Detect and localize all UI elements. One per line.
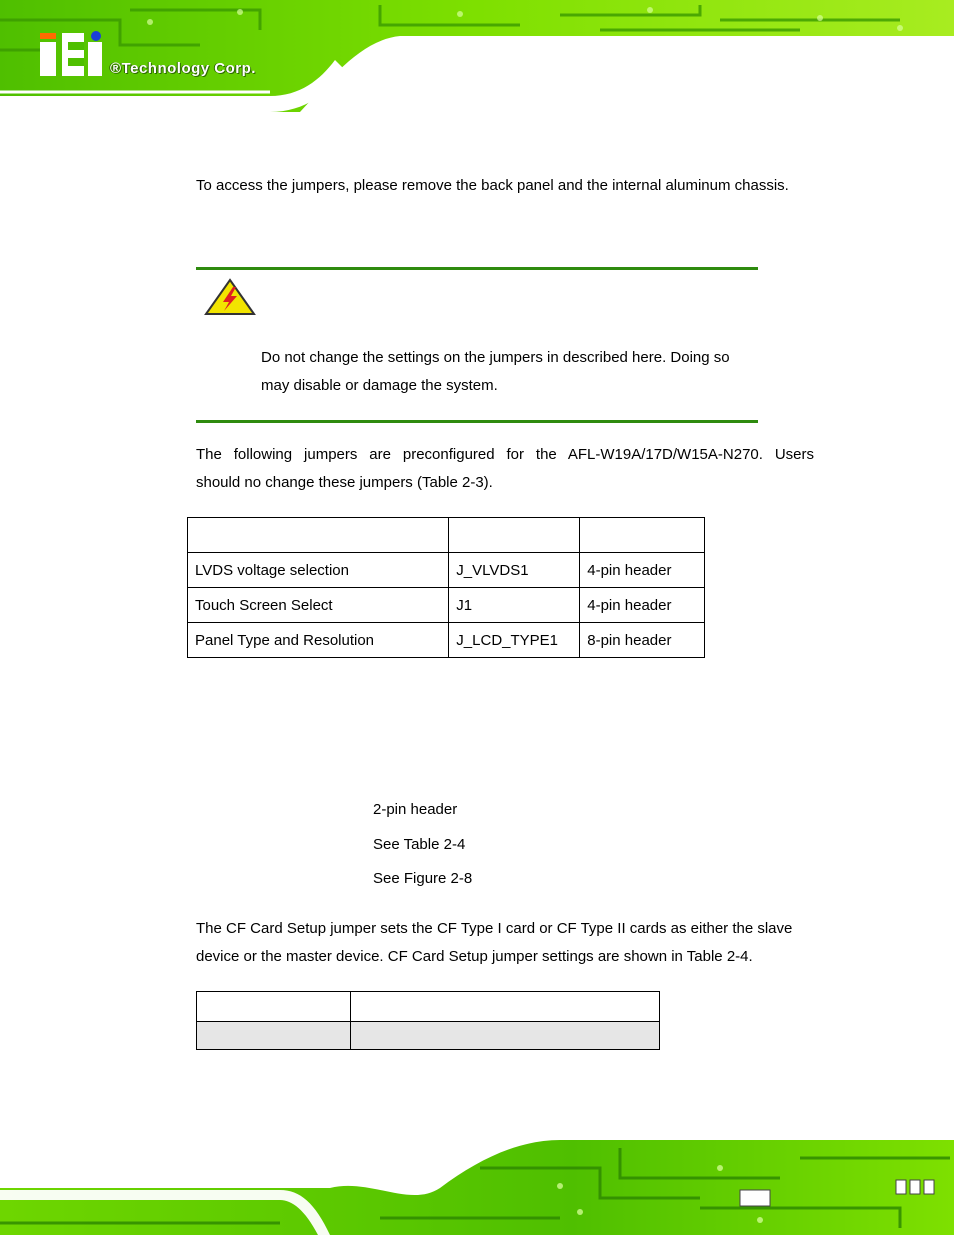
- cf-paragraph-line2: device or the master device. CF Card Setup jumper settings are shown in Table 2-4.: [196, 948, 753, 965]
- jumper-type: 4-pin header: [580, 588, 705, 623]
- pcb-footer-graphic: [0, 1128, 954, 1235]
- cf-table-header-row: [196, 991, 660, 1023]
- jumper-label: J_LCD_TYPE1: [449, 623, 580, 658]
- table-row: [188, 623, 705, 658]
- cf-jumper-type: 2-pin header: [373, 801, 458, 818]
- preconfig-line2: should no change these jumpers (Table 2-3).: [196, 474, 493, 491]
- jumper-label: J_VLVDS1: [449, 553, 580, 588]
- cf-paragraph-line1: The CF Card Setup jumper sets the CF Type I card or CF Type II cards as either the slave: [196, 920, 793, 937]
- cf-settings-table: [196, 991, 659, 1050]
- company-name: ®Technology Corp.: [110, 60, 256, 77]
- page-footer: [0, 1128, 954, 1235]
- header-cell: [449, 518, 580, 553]
- header-cell: [188, 518, 449, 553]
- logo-accent: [40, 33, 56, 39]
- pcb-banner-graphic: [0, 0, 954, 112]
- table-row: [188, 588, 705, 623]
- header-cell: [580, 518, 705, 553]
- jumper-label: J1: [449, 588, 580, 623]
- jumper-type: 4-pin header: [580, 553, 705, 588]
- warning-bottom-rule: [196, 420, 758, 423]
- jumper-description: LVDS voltage selection: [188, 553, 449, 588]
- warning-text-line1: Do not change the settings on the jumpers in described here. Doing so: [261, 349, 730, 366]
- jumper-description: Panel Type and Resolution: [188, 623, 449, 658]
- preconfigured-jumpers-table: [187, 517, 705, 658]
- jumper-type: 8-pin header: [580, 623, 705, 658]
- table-header-row: [188, 518, 705, 553]
- intro-paragraph: To access the jumpers, please remove the back panel and the internal aluminum chassis.: [196, 177, 789, 194]
- jumper-description: Touch Screen Select: [188, 588, 449, 623]
- cf-jumper-location-ref: See Figure 2-8: [373, 870, 473, 887]
- page-header: [0, 0, 954, 112]
- table-row: [188, 553, 705, 588]
- cf-jumper-settings-ref: See Table 2-4: [373, 836, 466, 853]
- preconfig-line1: The following jumpers are preconfigured for the AFL-W19A/17D/W15A-N270. Users: [196, 446, 814, 463]
- warning-text-line2: may disable or damage the system.: [261, 377, 498, 394]
- warning-triangle-icon: [204, 278, 256, 316]
- cf-table-shaded-row: [196, 1022, 660, 1050]
- cf-table-divider: [350, 991, 351, 1050]
- warning-top-rule: [196, 267, 758, 270]
